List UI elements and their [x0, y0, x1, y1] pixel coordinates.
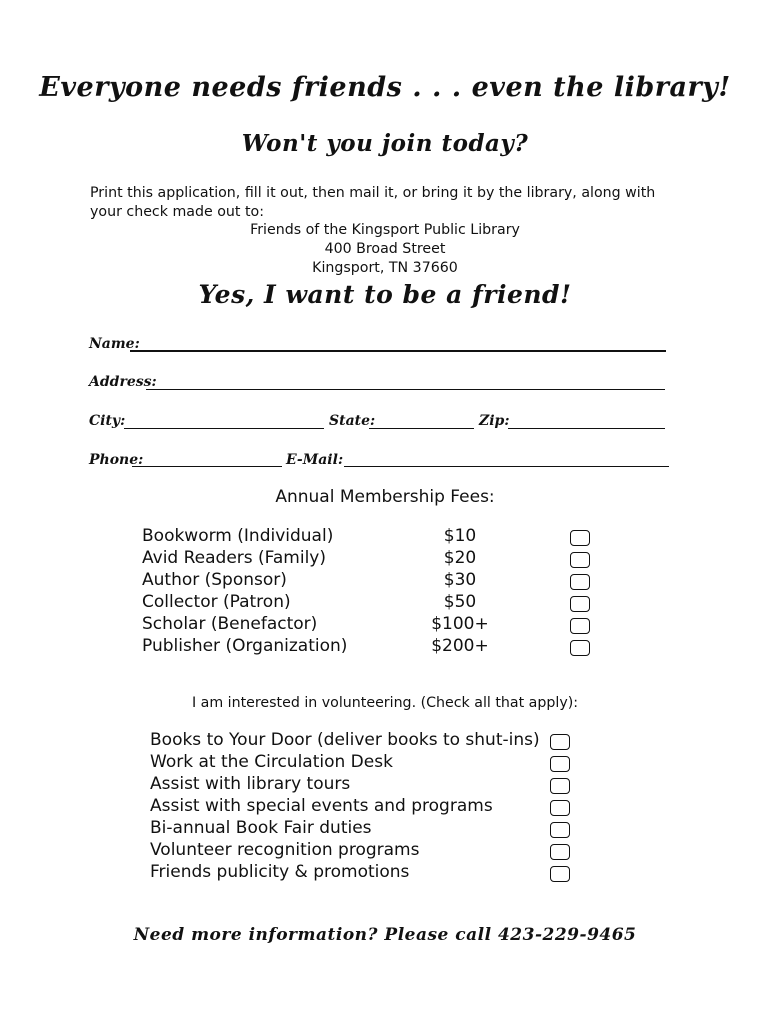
fee-tier-name: Avid Readers (Family): [142, 548, 327, 568]
fee-tier-price: $10: [443, 526, 477, 546]
volunteer-heading: I am interested in volunteering. (Check all that apply):: [191, 695, 579, 711]
email-field[interactable]: [344, 466, 669, 467]
fee-tier-price: $50: [443, 592, 477, 612]
volunteer-checkbox[interactable]: [550, 844, 570, 860]
fee-row: [0, 526, 770, 548]
zip-label: Zip:: [479, 413, 510, 429]
volunteer-option: [0, 796, 770, 818]
volunteer-checkbox[interactable]: [550, 778, 570, 794]
headline: Everyone needs friends . . . even the library!: [39, 72, 731, 103]
fee-row: [0, 636, 770, 658]
subheadline: Won't you join today?: [241, 130, 529, 157]
volunteer-option-label: Assist with library tours: [150, 774, 351, 794]
fee-checkbox[interactable]: [570, 596, 590, 612]
fee-checkbox[interactable]: [570, 574, 590, 590]
fee-checkbox[interactable]: [570, 618, 590, 634]
mailing-address: [0, 221, 770, 278]
volunteer-checkbox[interactable]: [550, 866, 570, 882]
fee-row: [0, 570, 770, 592]
address-field[interactable]: [146, 389, 665, 390]
fee-tier-name: Collector (Patron): [142, 592, 291, 612]
address-line-organization: Friends of the Kingsport Public Library: [250, 222, 520, 238]
city-field[interactable]: [124, 428, 324, 429]
phone-label: Phone:: [89, 452, 144, 468]
volunteer-option: [0, 774, 770, 796]
form-heading: Yes, I want to be a friend!: [198, 280, 572, 309]
volunteer-checkbox[interactable]: [550, 800, 570, 816]
name-field[interactable]: [130, 350, 666, 352]
fee-tier-name: Author (Sponsor): [142, 570, 287, 590]
volunteer-option-label: Bi-annual Book Fair duties: [150, 818, 372, 838]
phone-field[interactable]: [132, 466, 282, 467]
volunteer-option-label: Work at the Circulation Desk: [150, 752, 393, 772]
volunteer-option-label: Books to Your Door (deliver books to shut-ins): [150, 730, 540, 750]
footer-contact: Need more information? Please call 423-229-9465: [133, 925, 637, 945]
fee-row: [0, 614, 770, 636]
zip-field[interactable]: [508, 428, 665, 429]
volunteer-option: [0, 752, 770, 774]
fee-tier-price: $30: [443, 570, 477, 590]
fee-tier-name: Publisher (Organization): [142, 636, 348, 656]
intro-text: Print this application, fill it out, then mail it, or bring it by the library, along with your check made out to:: [90, 185, 656, 220]
volunteer-checkbox[interactable]: [550, 756, 570, 772]
fee-tier-price: $20: [443, 548, 477, 568]
fee-tier-price: $100+: [431, 614, 489, 634]
volunteer-option-label: Friends publicity & promotions: [150, 862, 410, 882]
fee-checkbox[interactable]: [570, 530, 590, 546]
volunteer-option: [0, 862, 770, 884]
fee-checkbox[interactable]: [570, 640, 590, 656]
state-field[interactable]: [369, 428, 474, 429]
fee-checkbox[interactable]: [570, 552, 590, 568]
membership-heading: Annual Membership Fees:: [275, 487, 495, 507]
email-label: E-Mail:: [286, 452, 344, 468]
state-label: State:: [329, 413, 376, 429]
volunteer-option-label: Assist with special events and programs: [150, 796, 493, 816]
volunteer-option: [0, 818, 770, 840]
fee-tier-price: $200+: [431, 636, 489, 656]
fee-tier-name: Bookworm (Individual): [142, 526, 334, 546]
volunteer-option-label: Volunteer recognition programs: [150, 840, 420, 860]
city-label: City:: [89, 413, 126, 429]
fee-row: [0, 592, 770, 614]
volunteer-option: [0, 730, 770, 752]
volunteer-checkbox[interactable]: [550, 734, 570, 750]
volunteer-checkbox[interactable]: [550, 822, 570, 838]
address-label: Address:: [89, 374, 157, 390]
fee-tier-name: Scholar (Benefactor): [142, 614, 318, 634]
name-label: Name:: [89, 336, 140, 352]
address-line-city: Kingsport, TN 37660: [312, 260, 458, 276]
volunteer-option: [0, 840, 770, 862]
fee-row: [0, 548, 770, 570]
address-line-street: 400 Broad Street: [324, 241, 446, 257]
